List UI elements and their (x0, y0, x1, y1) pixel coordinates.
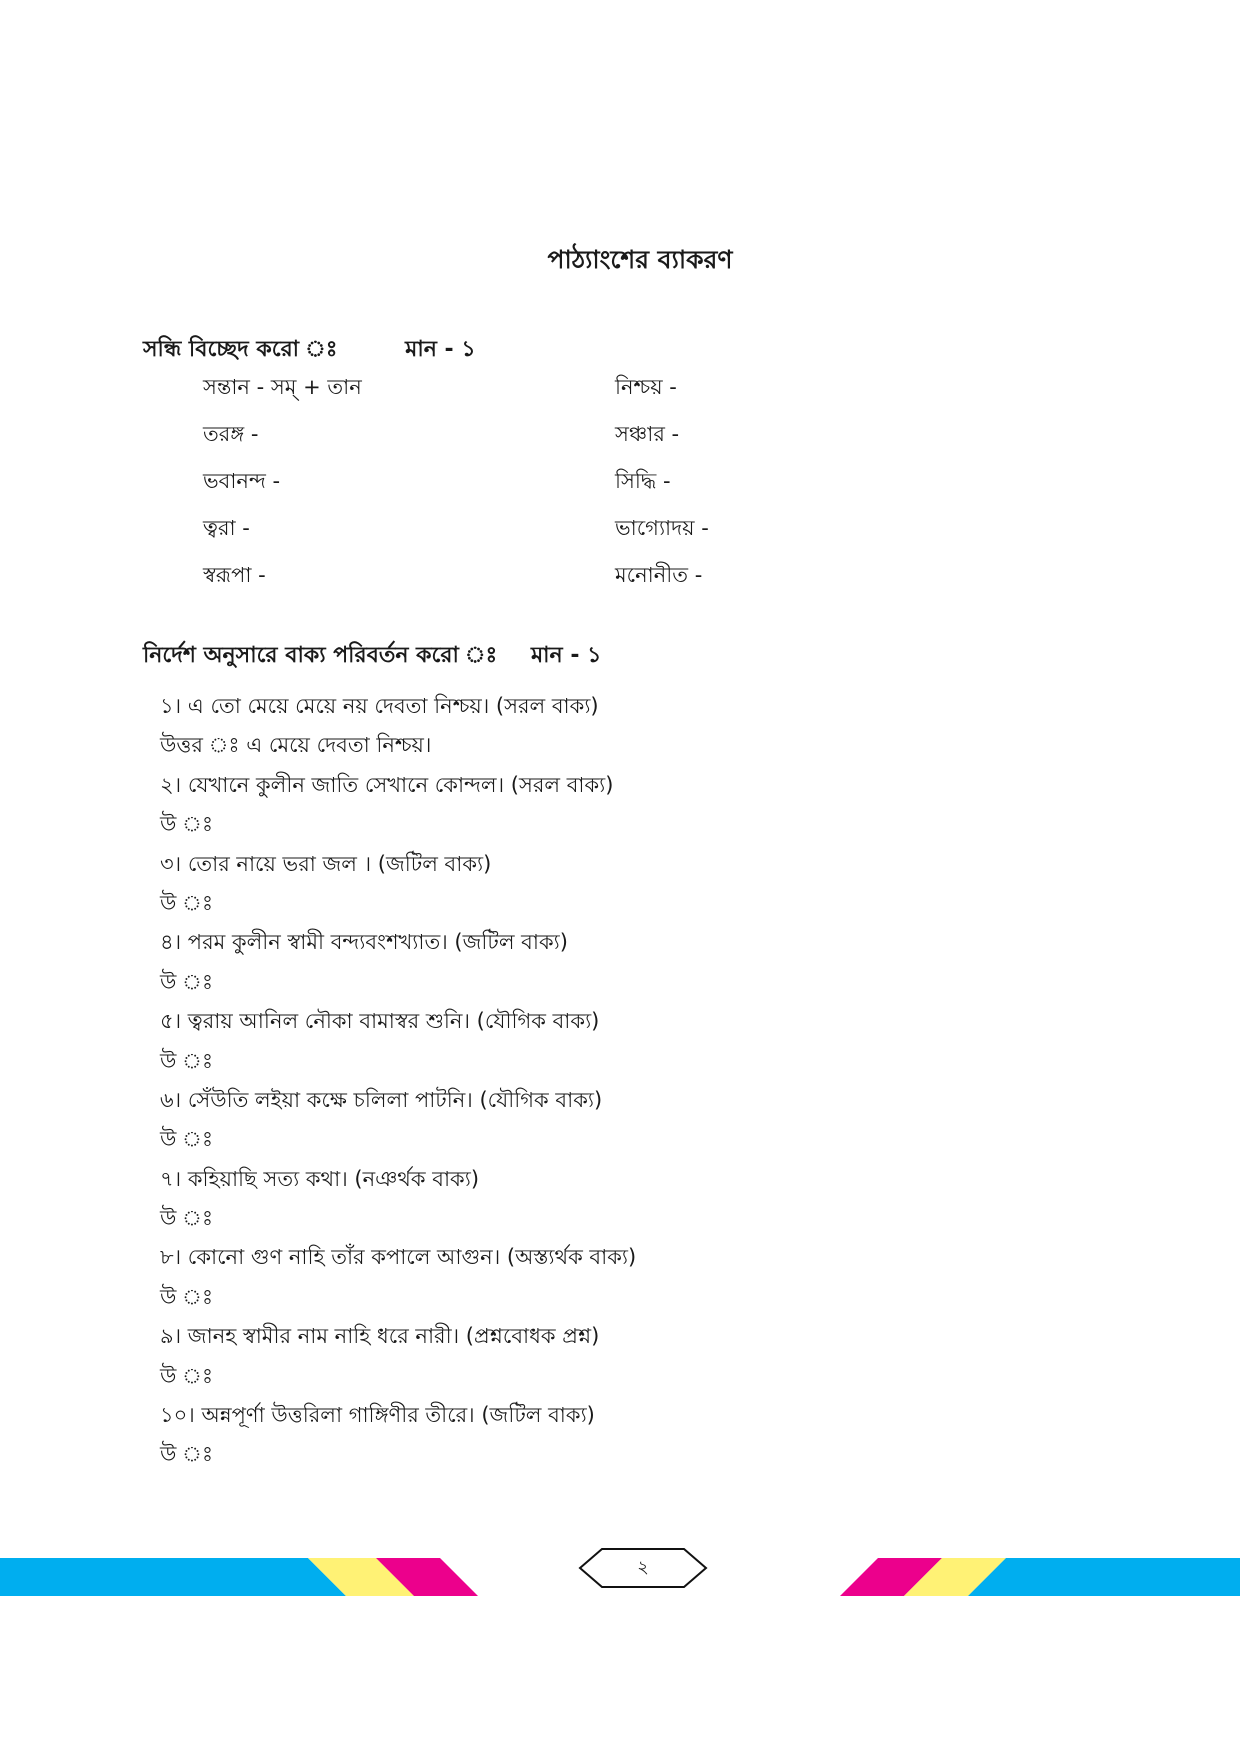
transformation-heading-text: নির্দেশ অনুসারে বাক্য পরিবর্তন করো ঃ (143, 643, 498, 668)
question-line: ১০। অন্নপূর্ণা উত্তরিলা গাঙ্গিণীর তীরে। (জটিল বাক্য) (160, 1403, 595, 1428)
sandhi-item: সঞ্চার - (615, 422, 680, 446)
question-line: ৭। কহিয়াছি সত্য কথা। (নঞর্থক বাক্য) (160, 1166, 480, 1191)
sandhi-item: স্বরূপা - (203, 563, 266, 587)
sandhi-item: ত্বরা - (203, 516, 250, 540)
question-list (160, 690, 1020, 1478)
question-line: ৪। পরম কুলীন স্বামী বন্দ্যবংশখ্যাত। (জটিল বাক্য) (160, 930, 568, 955)
question-line: ৫। ত্বরায় আনিল নৌকা বামাস্বর শুনি। (যৌগিক বাক্য) (160, 1009, 600, 1034)
page-number: ২ (637, 1557, 649, 1578)
sandhi-items-grid (203, 372, 763, 607)
sandhi-item: নিশ্চয় - (615, 375, 677, 399)
sandhi-section-heading (143, 332, 476, 369)
answer-line: উ ঃ (160, 1442, 214, 1467)
sandhi-item: ভাগ্যোদয় - (615, 516, 709, 540)
answer-line: উ ঃ (160, 1048, 214, 1073)
footer-band-right-cyan (968, 1558, 1240, 1596)
sandhi-item: তরঙ্গ - (203, 422, 259, 446)
sandhi-item: সিদ্ধি - (615, 469, 671, 493)
answer-line: উ ঃ (160, 969, 214, 994)
question-line: ৮। কোনো গুণ নাহি তাঁর কপালে আগুন। (অস্ত্যর্থক বাক্য) (160, 1245, 637, 1270)
question-line: ৯। জানহ স্বামীর নাম নাহি ধরে নারী। (প্রশ্নবোধক প্রশ্ন) (160, 1324, 600, 1349)
question-line: ১। এ তো মেয়ে মেয়ে নয় দেবতা নিশ্চয়। (সরল বাক্য) (160, 694, 599, 718)
answer-line: উ ঃ (160, 812, 214, 837)
question-line: ৩। তোর নায়ে ভরা জল । (জটিল বাক্য) (160, 851, 492, 876)
page-title: পাঠ্যাংশের ব্যাকরণ (547, 245, 733, 274)
question-line: ২। যেখানে কুলীন জাতি সেখানে কোন্দল। (সরল বাক্য) (160, 772, 614, 797)
sandhi-item: ভবানন্দ - (203, 469, 281, 493)
footer-band-left-cyan (0, 1558, 346, 1596)
answer-line: উ ঃ (160, 1206, 214, 1231)
question-line: ৬। সেঁউতি লইয়া কক্ষে চলিলা পাটনি। (যৌগিক বাক্য) (160, 1087, 603, 1112)
transformation-marks: মান - ১ (530, 643, 602, 668)
answer-line: উ ঃ (160, 1127, 214, 1152)
answer-line: উ ঃ (160, 1363, 214, 1388)
answer-line: উ ঃ (160, 890, 214, 915)
sandhi-heading-text: সন্ধি বিচ্ছেদ করো ঃ (143, 337, 338, 362)
sandhi-item: সন্তান - সম্ + তান (203, 375, 362, 399)
transformation-section-heading (143, 638, 601, 675)
answer-line: উ ঃ (160, 1284, 214, 1309)
sandhi-item: মনোনীত - (615, 563, 703, 587)
answer-line: উত্তর ঃ এ মেয়ে দেবতা নিশ্চয়। (160, 733, 432, 758)
sandhi-marks: মান - ১ (405, 337, 476, 362)
